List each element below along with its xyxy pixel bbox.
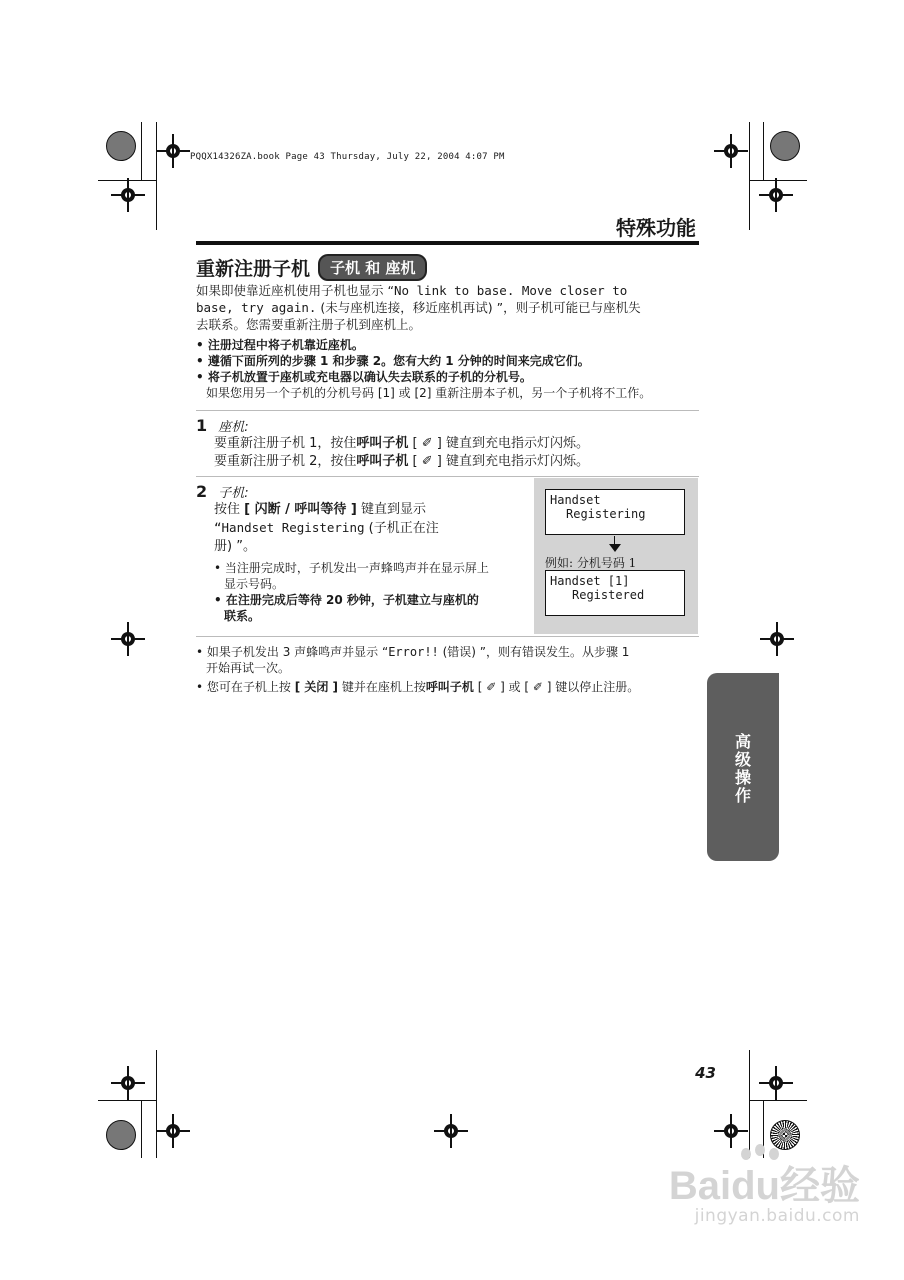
chapter-side-tab (707, 673, 779, 861)
divider (196, 410, 699, 411)
registration-mark-icon (121, 632, 135, 646)
step-bullets (196, 560, 531, 624)
registration-mark-icon (769, 188, 783, 202)
section-title (196, 254, 427, 281)
note-item: • 将子机放置于座机或充电器以确认失去联系的子机的分机号。 (196, 370, 532, 384)
example-label: 例如: 分机号码 1 (545, 556, 637, 570)
step-heading: 座机: (218, 420, 249, 435)
lcd-screen: Handset Registering (545, 489, 685, 535)
side-tab-char: 高 (734, 732, 751, 751)
step-bullet: • 当注册完成时，子机发出一声蜂鸣声并在显示屏上 (214, 561, 489, 575)
paw-icon (741, 1148, 751, 1160)
side-tab-char: 操 (734, 768, 751, 787)
chapter-title: 特殊功能 (616, 216, 696, 240)
display-message: base, try again. (196, 300, 317, 315)
step-number: 2 (196, 482, 208, 501)
registration-mark-icon (166, 144, 180, 158)
footer-note: • 如果子机发出 3 声蜂鸣声并显示 “Error!! (错误) ”，则有错误发生。从步骤 1 (196, 645, 630, 659)
note-item: • 注册过程中将子机靠近座机。 (196, 338, 364, 352)
watermark-logo: Baidu经验 (668, 1164, 860, 1208)
notes-list (196, 337, 699, 401)
step-number: 1 (196, 416, 208, 435)
note-item: • 遵循下面所列的步骤 1 和步骤 2。您有大约 1 分钟的时间来完成它们。 (196, 354, 590, 368)
step-instruction: “Handset Registering (子机正在注 (214, 520, 439, 536)
section-title-text: 重新注册子机 (196, 258, 311, 280)
divider (196, 636, 699, 637)
registration-mark-icon (770, 632, 784, 646)
registration-mark-icon (444, 1124, 458, 1138)
intro-paragraph (196, 282, 699, 333)
divider (196, 476, 699, 477)
registration-target-icon (106, 131, 136, 161)
intro-text: 如果即使靠近座机使用子机也显示 “ (196, 283, 394, 298)
title-rule (196, 241, 699, 245)
registration-target-icon (106, 1120, 136, 1150)
intro-text: (未与座机连接，移近座机再试) ”，则子机可能已与座机失 (316, 300, 641, 315)
lcd-screen: Handset [1] Registered (545, 570, 685, 616)
step-heading: 子机: (218, 486, 249, 501)
step-instruction: 按住 [ 闪断 / 呼叫等待 ] 键直到显示 (214, 502, 427, 517)
footer-note: • 您可在子机上按 [ 关闭 ] 键并在座机上按呼叫子机 [ ✐ ] 或 [ ✐ ] 键以停止注册。 (196, 680, 640, 694)
footer-notes (196, 644, 699, 695)
step-instruction: 册) ”。 (214, 539, 256, 554)
registration-target-icon (770, 1120, 800, 1150)
step-bullet: 显示号码。 (224, 577, 285, 591)
registration-mark-icon (121, 1076, 135, 1090)
side-tab-char: 作 (734, 786, 751, 805)
registration-mark-icon (769, 1076, 783, 1090)
note-extra: 如果您用另一个子机的分机号码 [1] 或 [2] 重新注册本子机，另一个子机将不工作。 (206, 386, 652, 400)
paw-icon (769, 1148, 779, 1160)
watermark-url: jingyan.baidu.com (694, 1206, 860, 1226)
step-1 (196, 416, 699, 471)
file-info: PQQX14326ZA.book Page 43 Thursday, July 22, 2004 4:07 PM (190, 152, 505, 162)
intro-text: 去联系。您需要重新注册子机到座机上。 (196, 317, 422, 332)
step-bullet: 联系。 (224, 609, 261, 623)
page-number: 43 (695, 1064, 716, 1082)
registration-mark-icon (724, 144, 738, 158)
paw-icon (755, 1144, 765, 1156)
step-instruction: 要重新注册子机 1，按住呼叫子机 [ ✐ ] 键直到充电指示灯闪烁。 (214, 436, 589, 451)
applies-to-badge: 子机 和 座机 (318, 254, 427, 281)
arrow-head-icon (609, 544, 621, 552)
registration-mark-icon (166, 1124, 180, 1138)
registration-mark-icon (724, 1124, 738, 1138)
display-message: No link to base. Move closer to (393, 283, 628, 298)
registration-target-icon (770, 131, 800, 161)
step-2 (196, 482, 531, 624)
step-bullet: • 在注册完成后等待 20 秒钟，子机建立与座机的 (214, 593, 479, 607)
display-panel (534, 478, 698, 634)
footer-note: 开始再试一次。 (206, 661, 291, 675)
side-tab-char: 级 (734, 750, 751, 769)
watermark (669, 1166, 860, 1226)
step-instruction: 要重新注册子机 2，按住呼叫子机 [ ✐ ] 键直到充电指示灯闪烁。 (214, 454, 589, 469)
registration-mark-icon (121, 188, 135, 202)
